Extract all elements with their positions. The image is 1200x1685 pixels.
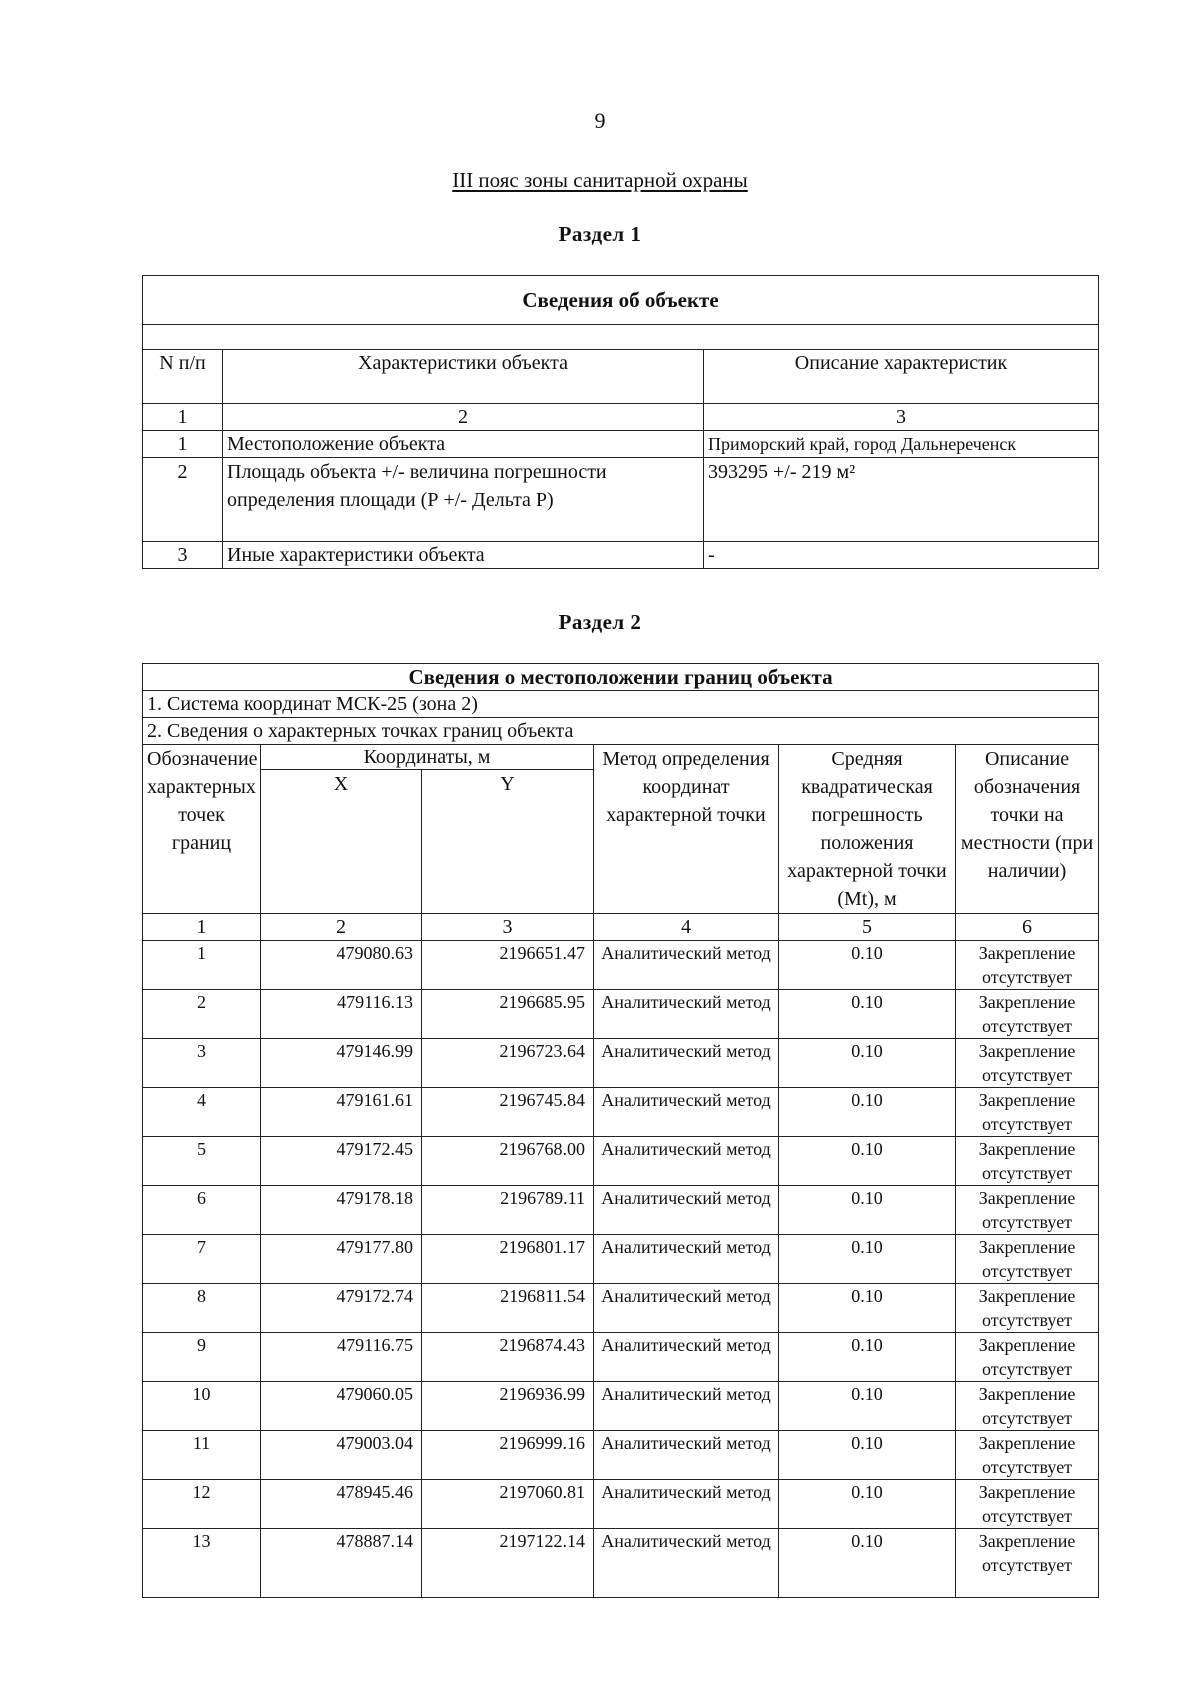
- boundary-caption: Сведения о местоположении границ объекта: [143, 664, 1099, 691]
- marking-cell: Закрепление отсутствует: [956, 1235, 1099, 1284]
- col-number-1: 1: [143, 914, 261, 941]
- marking-cell: Закрепление отсутствует: [956, 1529, 1099, 1598]
- method-cell: Аналитический метод: [594, 941, 779, 990]
- accuracy-cell: 0.10: [779, 1235, 956, 1284]
- table-row: [143, 1284, 1099, 1333]
- table-row: [143, 990, 1099, 1039]
- y-cell: 2196789.11: [422, 1186, 594, 1235]
- header-method: Метод определения координат характерной точки: [594, 745, 779, 914]
- x-cell: 479172.45: [261, 1137, 422, 1186]
- marking-cell: Закрепление отсутствует: [956, 1333, 1099, 1382]
- col-number-2: 2: [261, 914, 422, 941]
- caption-spacer: [143, 325, 1099, 350]
- marking-cell: Закрепление отсутствует: [956, 1431, 1099, 1480]
- x-cell: 479060.05: [261, 1382, 422, 1431]
- method-cell: Аналитический метод: [594, 1382, 779, 1431]
- accuracy-cell: 0.10: [779, 1529, 956, 1598]
- table-row: [143, 1039, 1099, 1088]
- accuracy-cell: 0.10: [779, 990, 956, 1039]
- accuracy-cell: 0.10: [779, 1431, 956, 1480]
- method-cell: Аналитический метод: [594, 1137, 779, 1186]
- section2-title: Раздел 2: [558, 610, 642, 634]
- table-row: [143, 1235, 1099, 1284]
- header-y: Y: [422, 770, 594, 914]
- marking-cell: Закрепление отсутствует: [956, 990, 1099, 1039]
- x-cell: 479003.04: [261, 1431, 422, 1480]
- marking-cell: Закрепление отсутствует: [956, 1039, 1099, 1088]
- row-num: 1: [143, 431, 223, 458]
- row-characteristic: Иные характеристики объекта: [223, 542, 704, 569]
- x-cell: 478887.14: [261, 1529, 422, 1598]
- page-number: 9: [594, 108, 606, 133]
- y-cell: 2196811.54: [422, 1284, 594, 1333]
- table-row: [143, 1186, 1099, 1235]
- col-number-5: 5: [779, 914, 956, 941]
- y-cell: 2196768.00: [422, 1137, 594, 1186]
- header-description: Описание характеристик: [704, 350, 1099, 404]
- row-description: Приморский край, город Дальнереченск: [704, 431, 1099, 458]
- col-number-1: 1: [143, 404, 223, 431]
- y-cell: 2197122.14: [422, 1529, 594, 1598]
- object-info-table: [142, 275, 1099, 569]
- table-row: [143, 1431, 1099, 1480]
- table-row: [143, 1382, 1099, 1431]
- y-cell: 2196801.17: [422, 1235, 594, 1284]
- accuracy-cell: 0.10: [779, 1186, 956, 1235]
- table-row: [143, 542, 1099, 569]
- method-cell: Аналитический метод: [594, 1039, 779, 1088]
- x-cell: 479080.63: [261, 941, 422, 990]
- points-heading: 2. Сведения о характерных точках границ объекта: [143, 718, 1099, 745]
- method-cell: Аналитический метод: [594, 1529, 779, 1598]
- accuracy-cell: 0.10: [779, 1480, 956, 1529]
- y-cell: 2197060.81: [422, 1480, 594, 1529]
- table-row: [143, 431, 1099, 458]
- point-cell: 2: [143, 990, 261, 1039]
- y-cell: 2196651.47: [422, 941, 594, 990]
- col-number-2: 2: [223, 404, 704, 431]
- method-cell: Аналитический метод: [594, 990, 779, 1039]
- header-marking: Описание обозначения точки на местности (при наличии): [956, 745, 1099, 914]
- point-cell: 6: [143, 1186, 261, 1235]
- x-cell: 479161.61: [261, 1088, 422, 1137]
- row-num: 2: [143, 458, 223, 542]
- point-cell: 11: [143, 1431, 261, 1480]
- section1-title: Раздел 1: [558, 222, 642, 246]
- header-characteristic: Характеристики объекта: [223, 350, 704, 404]
- y-cell: 2196999.16: [422, 1431, 594, 1480]
- col-number-3: 3: [704, 404, 1099, 431]
- x-cell: 479146.99: [261, 1039, 422, 1088]
- accuracy-cell: 0.10: [779, 1382, 956, 1431]
- header-point: Обозначение характерных точек границ: [143, 745, 261, 914]
- boundary-points-table: [142, 663, 1099, 1598]
- point-cell: 8: [143, 1284, 261, 1333]
- x-cell: 479172.74: [261, 1284, 422, 1333]
- zone-title: [0, 168, 1200, 193]
- table-row: [143, 1333, 1099, 1382]
- marking-cell: Закрепление отсутствует: [956, 1137, 1099, 1186]
- col-number-6: 6: [956, 914, 1099, 941]
- header-coords: Координаты, м: [261, 745, 594, 770]
- accuracy-cell: 0.10: [779, 941, 956, 990]
- row-characteristic: Местоположение объекта: [223, 431, 704, 458]
- x-cell: 479116.13: [261, 990, 422, 1039]
- table-row: [143, 1529, 1099, 1598]
- accuracy-cell: 0.10: [779, 1039, 956, 1088]
- point-cell: 1: [143, 941, 261, 990]
- x-cell: 479178.18: [261, 1186, 422, 1235]
- method-cell: Аналитический метод: [594, 1088, 779, 1137]
- accuracy-cell: 0.10: [779, 1088, 956, 1137]
- point-cell: 12: [143, 1480, 261, 1529]
- x-cell: 479177.80: [261, 1235, 422, 1284]
- table-row: [143, 458, 1099, 542]
- accuracy-cell: 0.10: [779, 1333, 956, 1382]
- method-cell: Аналитический метод: [594, 1284, 779, 1333]
- table-row: [143, 1137, 1099, 1186]
- table-row: [143, 1088, 1099, 1137]
- marking-cell: Закрепление отсутствует: [956, 1186, 1099, 1235]
- marking-cell: Закрепление отсутствует: [956, 1382, 1099, 1431]
- y-cell: 2196745.84: [422, 1088, 594, 1137]
- table-row: [143, 1480, 1099, 1529]
- method-cell: Аналитический метод: [594, 1480, 779, 1529]
- method-cell: Аналитический метод: [594, 1235, 779, 1284]
- row-num: 3: [143, 542, 223, 569]
- object-info-caption: Сведения об объекте: [143, 276, 1099, 325]
- col-number-3: 3: [422, 914, 594, 941]
- x-cell: 479116.75: [261, 1333, 422, 1382]
- marking-cell: Закрепление отсутствует: [956, 1480, 1099, 1529]
- marking-cell: Закрепление отсутствует: [956, 1284, 1099, 1333]
- method-cell: Аналитический метод: [594, 1186, 779, 1235]
- y-cell: 2196936.99: [422, 1382, 594, 1431]
- method-cell: Аналитический метод: [594, 1333, 779, 1382]
- accuracy-cell: 0.10: [779, 1137, 956, 1186]
- y-cell: 2196685.95: [422, 990, 594, 1039]
- row-description: -: [704, 542, 1099, 569]
- x-cell: 478945.46: [261, 1480, 422, 1529]
- method-cell: Аналитический метод: [594, 1431, 779, 1480]
- accuracy-cell: 0.10: [779, 1284, 956, 1333]
- header-accuracy: Средняя квадратическая погрешность положения характерной точки (Mt), м: [779, 745, 956, 914]
- marking-cell: Закрепление отсутствует: [956, 1088, 1099, 1137]
- y-cell: 2196874.43: [422, 1333, 594, 1382]
- coord-system: 1. Система координат МСК-25 (зона 2): [143, 691, 1099, 718]
- point-cell: 3: [143, 1039, 261, 1088]
- row-characteristic: Площадь объекта +/- величина погрешности определения площади (Р +/- Дельта Р): [223, 458, 704, 542]
- point-cell: 5: [143, 1137, 261, 1186]
- marking-cell: Закрепление отсутствует: [956, 941, 1099, 990]
- col-number-4: 4: [594, 914, 779, 941]
- zone-title-text: III пояс зоны санитарной охраны: [452, 168, 748, 192]
- row-description: 393295 +/- 219 м²: [704, 458, 1099, 542]
- point-cell: 9: [143, 1333, 261, 1382]
- header-x: X: [261, 770, 422, 914]
- y-cell: 2196723.64: [422, 1039, 594, 1088]
- point-cell: 13: [143, 1529, 261, 1598]
- point-cell: 7: [143, 1235, 261, 1284]
- header-num: N п/п: [143, 350, 223, 404]
- point-cell: 10: [143, 1382, 261, 1431]
- points-body: [143, 941, 1099, 1598]
- table-row: [143, 941, 1099, 990]
- point-cell: 4: [143, 1088, 261, 1137]
